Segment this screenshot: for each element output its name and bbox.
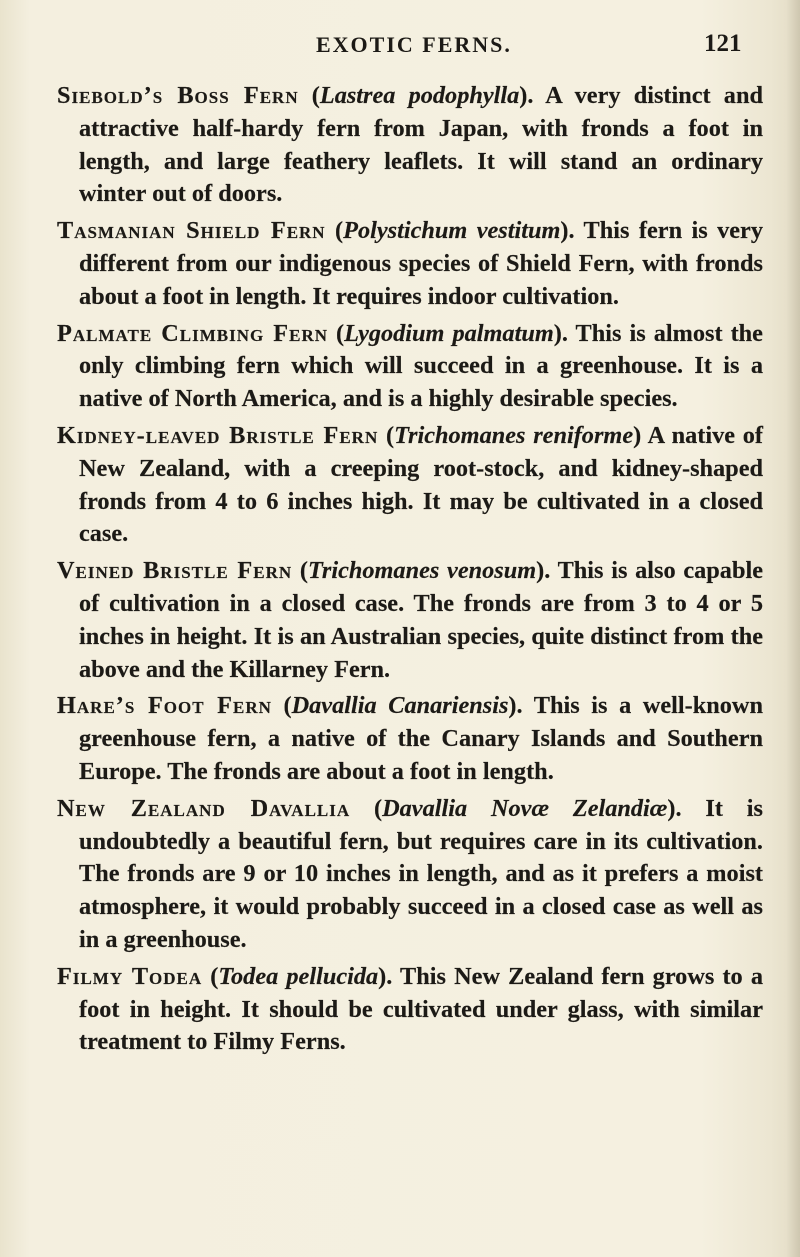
running-title: EXOTIC FERNS. (316, 32, 512, 57)
entry-name: Veined Bristle Fern (57, 557, 293, 585)
entry-name: New Zealand Davallia (57, 794, 351, 822)
entry-latin-name: Trichomanes venosum (307, 557, 537, 585)
entry-name: Palmate Climbing Fern (57, 319, 328, 347)
entry-name: Kidney-leaved Bristle Fern (57, 421, 379, 449)
fern-entry-veined-bristle-fern: Veined Bristle Fern (Trichomanes venosum). This is also capable of cultivation in a closed case. The fronds are from 3 to 4 or 5 inches in height. It is an Australian species, quite distinct from the above and the Killarney Fern. (57, 557, 763, 683)
entry-latin-name: Lygodium palmatum (344, 319, 554, 347)
entry-latin-name: Davallia Novæ Zelandiæ (382, 794, 668, 822)
fern-entry-tasmanian-shield-fern: Tasmanian Shield Fern (Polystichum vestitum). This fern is very different from our indigenous species of Shield Fern, with fronds about a foot in length. It requires indoor cultivation. (57, 217, 763, 310)
fern-entry-sieboldss-boss-fern: Siebold’s Boss Fern (Lastrea podophylla). A very distinct and attractive half-hardy fern from Japan, with fronds a foot in length, and large feathery leaflets. It will stand an ordinary winter out of doors. (57, 82, 763, 208)
entry-latin-name: Polystichum vestitum (343, 217, 561, 245)
fern-entry-kidney-leaved-bristle-fern: Kidney-leaved Bristle Fern (Trichomanes reniforme) A native of New Zealand, with a creeping root-stock, and kidney-shaped fronds from 4 to 6 inches high. It may be cultivated in a closed case. (57, 421, 763, 548)
body-text (57, 80, 763, 1063)
entry-description: A native of New Zealand, with a creeping root-stock, and kidney-shaped fronds from 4 to 6 inches high. It may be cultivated in a closed case. (79, 421, 763, 548)
entry-name: Hare’s Foot Fern (57, 692, 272, 720)
page-edge-shadow (786, 0, 800, 1257)
fern-entry-filmy-todea: Filmy Todea (Todea pellucida). This New Zealand fern grows to a foot in height. It should be cultivated under glass, with similar treatment to Filmy Ferns. (57, 962, 763, 1056)
entry-latin-name: Davallia Canariensis (291, 692, 509, 720)
entry-name: Tasmanian Shield Fern (57, 217, 326, 245)
entry-latin-name: Trichomanes reniforme (394, 421, 634, 449)
entry-description: This is a well-known greenhouse fern, a native of the Canary Islands and Southern Europe. The fronds are about a foot in length. (79, 692, 763, 785)
entry-description: A very distinct and attractive half-hardy fern from Japan, with fronds a foot in length, and large feathery leaflets. It will stand an ordinary winter out of doors. (79, 82, 763, 208)
entry-name: Siebold’s Boss Fern (57, 82, 299, 109)
entry-description: This is almost the only climbing fern which will succeed in a greenhouse. It is a native of North America, and is a highly desirable species. (79, 319, 763, 413)
fern-entry-new-zealand-davallia: New Zealand Davallia (Davallia Novæ Zelandiæ). It is undoubtedly a beautiful fern, but requires care in its cultivation. The fronds are 9 or 10 inches in length, and as it prefers a moist atmosphere, it would probably succeed in a closed case as well as in a greenhouse. (57, 794, 763, 953)
page-number: 121 (704, 30, 742, 57)
running-head (0, 30, 800, 64)
entry-latin-name: Lastrea podophylla (319, 82, 520, 109)
entry-latin-name: Todea pellucida (218, 962, 379, 990)
entry-name: Filmy Todea (57, 962, 203, 990)
entry-description: This New Zealand fern grows to a foot in height. It should be cultivated under glass, with similar treatment to Filmy Ferns. (79, 962, 763, 1056)
entry-description: It is undoubtedly a beautiful fern, but requires care in its cultivation. The fronds are 9 or 10 inches in length, and as it prefers a moist atmosphere, it would probably succeed in a closed case as well as in a greenhouse. (79, 794, 763, 953)
fern-entry-palmate-climbing-fern: Palmate Climbing Fern (Lygodium palmatum). This is almost the only climbing fern which will succeed in a greenhouse. It is a native of North America, and is a highly desirable species. (57, 319, 763, 413)
entry-description: This is also capable of cultivation in a closed case. The fronds are from 3 to 4 or 5 inches in height. It is an Australian species, quite distinct from the above and the Killarney Fern. (79, 557, 763, 683)
fern-entry-hares-foot-fern: Hare’s Foot Fern (Davallia Canariensis). This is a well-known greenhouse fern, a native of the Canary Islands and Southern Europe. The fronds are about a foot in length. (57, 692, 763, 785)
entry-description: This fern is very different from our indigenous species of Shield Fern, with fronds about a foot in length. It requires indoor cultivation. (79, 217, 763, 310)
